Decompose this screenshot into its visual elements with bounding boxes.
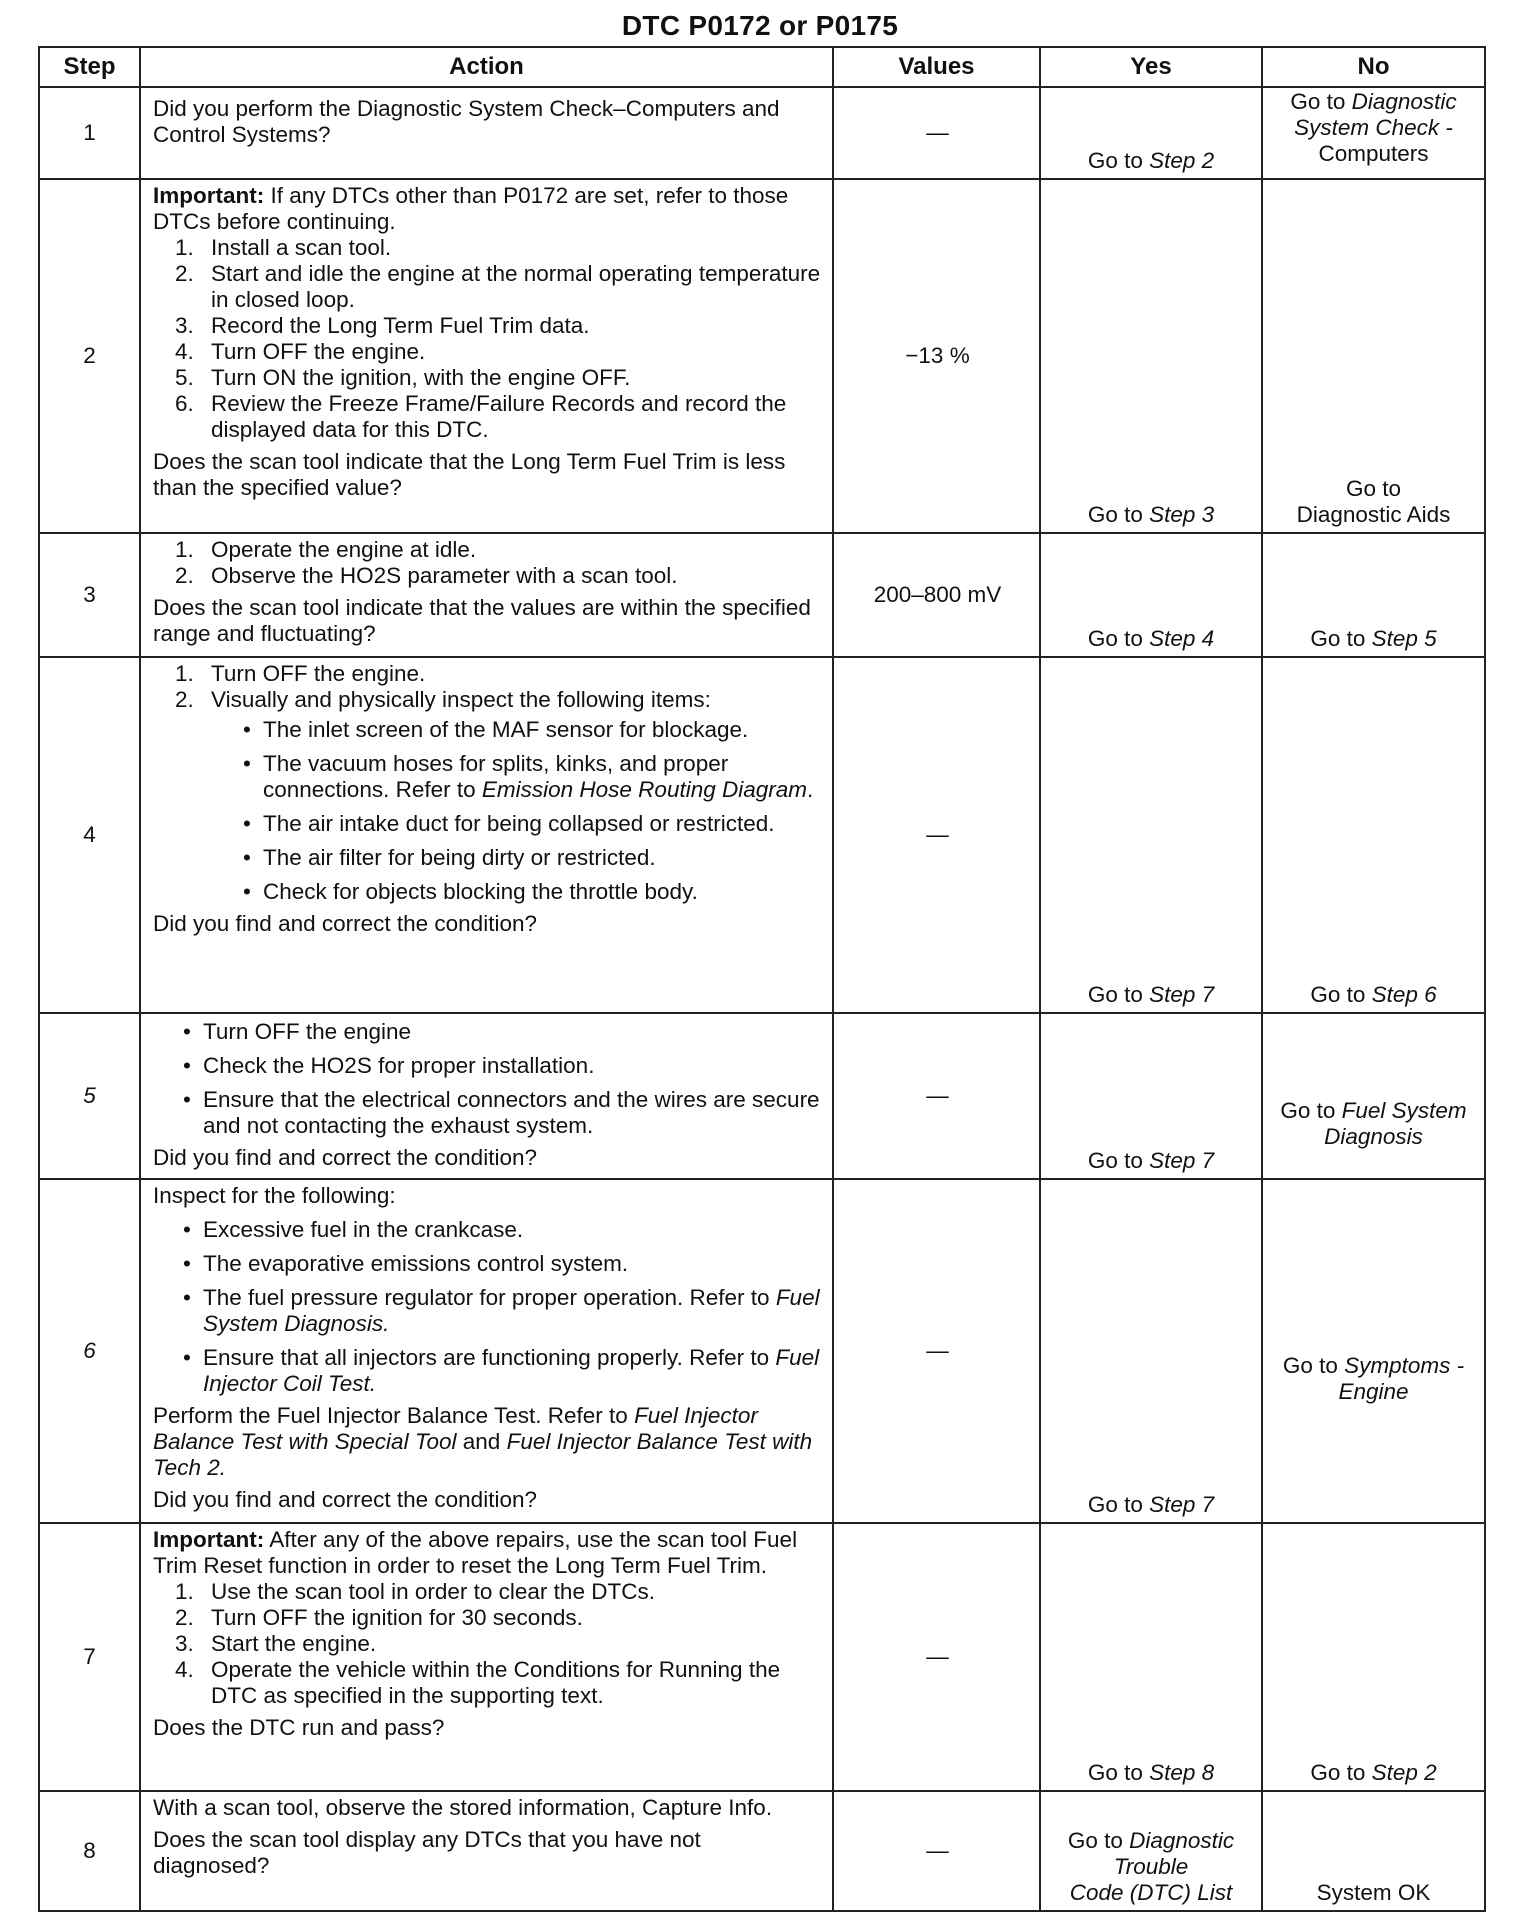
yes-cell: Go to Diagnostic Trouble Code (DTC) List xyxy=(1040,1791,1262,1911)
list-item: 1. Use the scan tool in order to clear the DTCs. xyxy=(175,1579,655,1604)
yes-cell: Go to Step 7 xyxy=(1040,1179,1262,1523)
bullet-list xyxy=(153,1217,822,1397)
step-number: 7 xyxy=(39,1523,140,1791)
question-text: Did you find and correct the condition? xyxy=(153,1145,537,1170)
list-item: 2. Turn OFF the ignition for 30 seconds. xyxy=(175,1605,583,1630)
list-item: 4. Turn OFF the engine. xyxy=(175,339,426,364)
header-action: Action xyxy=(140,47,833,87)
action-cell xyxy=(140,87,833,179)
yes-cell: Go to Step 8 xyxy=(1040,1523,1262,1791)
list-item: • Check the HO2S for proper installation. xyxy=(183,1053,595,1078)
list-item: 2. Start and idle the engine at the normal operating temperature in closed loop. xyxy=(175,261,821,312)
header-values: Values xyxy=(833,47,1040,87)
table-row xyxy=(39,179,1485,533)
table-row xyxy=(39,1523,1485,1791)
question-text: Does the scan tool indicate that the Long Term Fuel Trim is less than the specified value? xyxy=(153,449,786,500)
list-item: • Ensure that all injectors are functioning properly. Refer to Fuel Injector Coil Test. xyxy=(183,1345,820,1396)
list-item: • Ensure that the electrical connectors and the wires are secure and not contacting the exhaust system. xyxy=(183,1087,820,1138)
question-text: Did you find and correct the condition? xyxy=(153,911,537,936)
list-item: 5. Turn ON the ignition, with the engine OFF. xyxy=(175,365,631,390)
list-item: • The evaporative emissions control system. xyxy=(183,1251,629,1276)
list-item: 1. Operate the engine at idle. xyxy=(175,537,477,562)
action-text: Did you perform the Diagnostic System Check–Computers and Control Systems? xyxy=(153,96,780,147)
action-cell: Inspect for the following: • Excessive fuel in the crankcase. • The evaporative emissions control system. • The fuel pressure regulator for proper operation. Refer to Fuel System Diagnosis. • Ensure that all injectors are functioning properly. Refer to Fuel Injector Coil Test. Perform the Fuel Injector Balance Test. Refer to Fuel Injector Balance Test with Special Tool and Fuel Injector Balance Test with Tech 2. Did you find and correct the condition? xyxy=(140,1179,833,1523)
action-cell xyxy=(140,657,833,1013)
yes-cell: Go to Step 7 xyxy=(1040,1013,1262,1179)
value-cell: — xyxy=(833,1791,1040,1911)
question-text: Does the DTC run and pass? xyxy=(153,1715,445,1740)
header-no: No xyxy=(1262,47,1485,87)
balance-test-text: Perform the Fuel Injector Balance Test. Refer to Fuel Injector Balance Test with Special Tool and Fuel Injector Balance Test with Tech 2. xyxy=(153,1403,813,1480)
value-cell: — xyxy=(833,1013,1040,1179)
step-number: 1 xyxy=(39,87,140,179)
list-item: • The air filter for being dirty or restricted. xyxy=(243,845,656,870)
numbered-list xyxy=(153,1579,822,1709)
table-row xyxy=(39,1013,1485,1179)
yes-cell: Go to Step 4 xyxy=(1040,533,1262,657)
list-item: 3. Start the engine. xyxy=(175,1631,377,1656)
header-yes: Yes xyxy=(1040,47,1262,87)
table-row xyxy=(39,87,1485,179)
question-text: Did you find and correct the condition? xyxy=(153,1487,537,1512)
list-item: • Turn OFF the engine xyxy=(183,1019,412,1044)
bullet-list xyxy=(211,717,822,905)
list-item: 2. Visually and physically inspect the following items: • The inlet screen of the MAF sensor for blockage. • The vacuum hoses for splits, kinks, and proper connections. Refer to Emission Hose Routing Diagram. • The air intake duct for being collapsed or restricted. • The air filter for being dirty or restricted. • Check for objects blocking the throttle body. xyxy=(153,687,822,905)
no-cell: System OK xyxy=(1262,1791,1485,1911)
list-item: • Excessive fuel in the crankcase. xyxy=(183,1217,524,1242)
value-cell: 200–800 mV xyxy=(833,533,1040,657)
bullet-list xyxy=(153,1019,822,1139)
numbered-list xyxy=(153,235,822,443)
list-item: • The fuel pressure regulator for proper operation. Refer to Fuel System Diagnosis. xyxy=(183,1285,820,1336)
step-number: 6 xyxy=(39,1179,140,1523)
value-cell: — xyxy=(833,657,1040,1013)
no-cell: Go to Diagnostic Aids xyxy=(1262,179,1485,533)
step-number: 3 xyxy=(39,533,140,657)
list-item: • The air intake duct for being collapsed or restricted. xyxy=(243,811,775,836)
list-item: 6. Review the Freeze Frame/Failure Records and record the displayed data for this DTC. xyxy=(175,391,787,442)
value-cell: — xyxy=(833,1523,1040,1791)
list-item: • Check for objects blocking the throttle body. xyxy=(243,879,698,904)
action-cell xyxy=(140,533,833,657)
table-row xyxy=(39,533,1485,657)
table-row xyxy=(39,1179,1485,1523)
list-item: 2. Observe the HO2S parameter with a scan tool. xyxy=(175,563,678,588)
step-number: 8 xyxy=(39,1791,140,1911)
numbered-list xyxy=(153,537,822,589)
list-item: 4. Operate the vehicle within the Conditions for Running the DTC as specified in the supporting text. xyxy=(175,1657,781,1708)
no-cell: Go to Diagnostic System Check - Computers xyxy=(1262,87,1485,179)
header-step: Step xyxy=(39,47,140,87)
question-text: Does the scan tool display any DTCs that you have not diagnosed? xyxy=(153,1827,701,1878)
yes-cell: Go to Step 3 xyxy=(1040,179,1262,533)
no-cell: Go to Step 2 xyxy=(1262,1523,1485,1791)
list-item: 3. Record the Long Term Fuel Trim data. xyxy=(175,313,590,338)
list-item: • The vacuum hoses for splits, kinks, and proper connections. Refer to Emission Hose Routing Diagram. xyxy=(243,751,814,802)
table-row xyxy=(39,1791,1485,1911)
numbered-list xyxy=(153,661,822,905)
no-cell: Go to Fuel System Diagnosis xyxy=(1262,1013,1485,1179)
value-cell: — xyxy=(833,1179,1040,1523)
yes-cell: Go to Step 2 xyxy=(1040,87,1262,179)
action-cell xyxy=(140,1013,833,1179)
step-number: 4 xyxy=(39,657,140,1013)
table-header-row xyxy=(39,47,1485,87)
list-item: • The inlet screen of the MAF sensor for blockage. xyxy=(243,717,749,742)
action-cell: With a scan tool, observe the stored information, Capture Info. Does the scan tool display any DTCs that you have not diagnosed? xyxy=(140,1791,833,1911)
yes-cell: Go to Step 7 xyxy=(1040,657,1262,1013)
diagnostic-table xyxy=(38,46,1486,1912)
page-title: DTC P0172 or P0175 xyxy=(621,10,899,41)
step-number: 2 xyxy=(39,179,140,533)
action-cell: Important: If any DTCs other than P0172 are set, refer to those DTCs before continuing. 1. Install a scan tool. 2. Start and idle the engine at the normal operating temperature in closed loop. 3. Record the Long Term Fuel Trim data. 4. Turn OFF the engine. 5. Turn ON the ignition, with the engine OFF. 6. Review the Freeze Frame/Failure Records and record the displayed data for this DTC. Does the scan tool indicate that the Long Term Fuel Trim is less than the specified value? xyxy=(140,179,833,533)
action-cell: Important: After any of the above repairs, use the scan tool Fuel Trim Reset function in order to reset the Long Term Fuel Trim. 1. Use the scan tool in order to clear the DTCs. 2. Turn OFF the ignition for 30 seconds. 3. Start the engine. 4. Operate the vehicle within the Conditions for Running the DTC as specified in the supporting text. Does the DTC run and pass? xyxy=(140,1523,833,1791)
value-cell: −13 % xyxy=(833,179,1040,533)
value-cell: — xyxy=(833,87,1040,179)
no-cell: Go to Step 5 xyxy=(1262,533,1485,657)
step-number: 5 xyxy=(39,1013,140,1179)
list-item: 1. Install a scan tool. xyxy=(175,235,392,260)
table-row xyxy=(39,657,1485,1013)
no-cell: Go to Symptoms - Engine xyxy=(1262,1179,1485,1523)
no-cell: Go to Step 6 xyxy=(1262,657,1485,1013)
question-text: Does the scan tool indicate that the values are within the specified range and fluctuating? xyxy=(153,595,811,646)
list-item: 1. Turn OFF the engine. xyxy=(175,661,426,686)
